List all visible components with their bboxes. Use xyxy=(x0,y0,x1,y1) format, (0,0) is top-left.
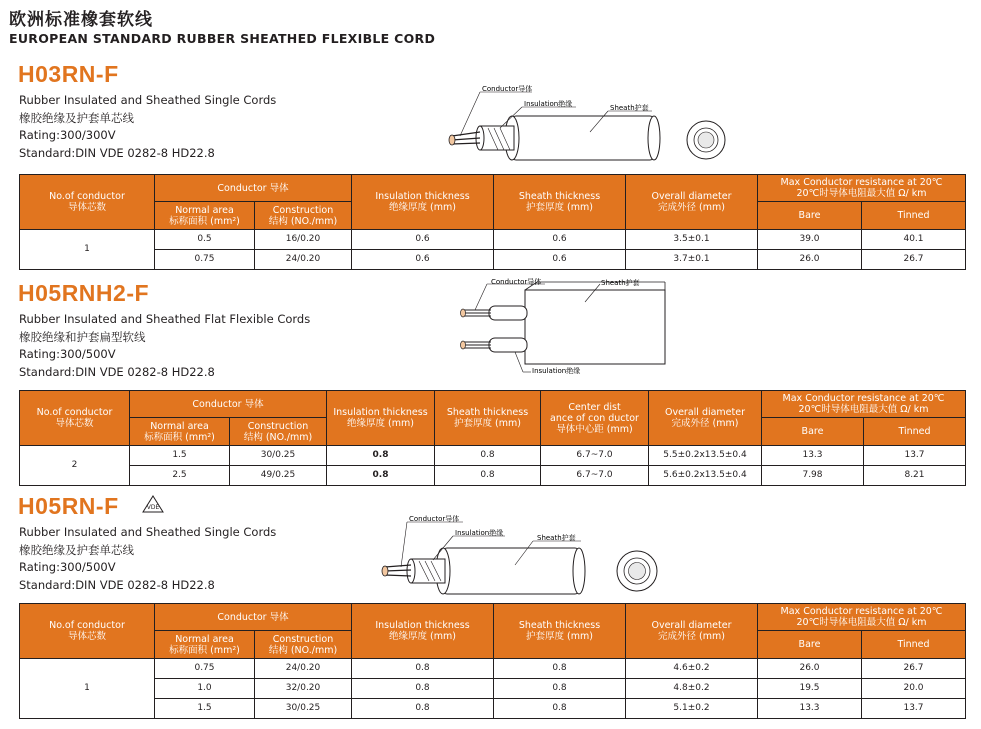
cell-insulation: 0.8 xyxy=(352,659,494,679)
header-bare: Bare xyxy=(762,418,864,446)
header-tinned: Tinned xyxy=(862,202,966,230)
header-conductor: Conductor 导体 xyxy=(155,175,352,202)
label-sheath: Sheath护套 xyxy=(601,279,640,287)
cell-bare: 13.3 xyxy=(762,446,864,466)
cell-bare: 26.0 xyxy=(758,659,862,679)
rating: Rating:300/500V xyxy=(19,560,116,574)
cell-diameter: 3.7±0.1 xyxy=(626,250,758,270)
header-sheath xyxy=(494,175,626,230)
cell-area: 0.5 xyxy=(155,230,255,250)
header-center-text: Center dist ance of con ductor 导体中心距 (mm) xyxy=(550,401,639,435)
cable-diagram-flat xyxy=(455,272,685,380)
cell-area: 1.5 xyxy=(130,446,230,466)
header-cores-text: No.of conductor 导体芯数 xyxy=(36,407,113,429)
cell-construction: 24/0.20 xyxy=(255,659,352,679)
description-cn: 橡胶绝缘及护套单芯线 xyxy=(19,542,134,557)
vde-certification-icon xyxy=(142,495,164,513)
cell-diameter: 4.8±0.2 xyxy=(626,679,758,699)
table-row xyxy=(20,699,966,719)
table-row xyxy=(20,446,966,466)
standard: Standard:DIN VDE 0282-8 HD22.8 xyxy=(19,577,215,592)
header-diameter xyxy=(626,604,758,659)
cell-diameter: 3.5±0.1 xyxy=(626,230,758,250)
rating: Rating:300/300V xyxy=(19,128,116,142)
label-conductor: Conductor导体 xyxy=(482,85,533,93)
header-insulation xyxy=(352,604,494,659)
cell-tinned: 8.21 xyxy=(864,466,966,486)
header-construction xyxy=(255,631,352,659)
standard: Standard:DIN VDE 0282-8 HD22.8 xyxy=(19,145,215,160)
cell-tinned: 40.1 xyxy=(862,230,966,250)
header-center-distance xyxy=(541,391,649,446)
header-resistance-text: Max Conductor resistance at 20℃ 20℃时导体电阻最大值 Ω/ km xyxy=(780,606,943,628)
description-cn: 橡胶绝缘及护套单芯线 xyxy=(19,110,134,125)
header-resistance-text: Max Conductor resistance at 20℃ 20℃时导体电阻最大值 Ω/ km xyxy=(782,393,945,415)
header-construction-text: Construction 结构 (NO./mm) xyxy=(268,204,338,227)
header-bare: Bare xyxy=(758,202,862,230)
header-construction xyxy=(255,202,352,230)
header-diameter-text: Overall diameter 完成外径 (mm) xyxy=(664,407,746,429)
header-construction-text: Construction 结构 (NO./mm) xyxy=(243,420,313,443)
header-resistance xyxy=(758,175,966,202)
header-insulation-text: Insulation thickness 绝缘厚度 (mm) xyxy=(333,407,428,429)
section-description xyxy=(19,311,310,381)
label-conductor: Conductor导体 xyxy=(409,515,460,523)
cell-sheath: 0.8 xyxy=(435,466,541,486)
cell-sheath: 0.8 xyxy=(494,699,626,719)
cell-area: 2.5 xyxy=(130,466,230,486)
page-title-en: EUROPEAN STANDARD RUBBER SHEATHED FLEXIBLE CORD xyxy=(9,31,436,46)
cell-diameter: 5.5±0.2x13.5±0.4 xyxy=(649,446,762,466)
header-conductor: Conductor 导体 xyxy=(130,391,327,418)
cell-insulation: 0.8 xyxy=(352,699,494,719)
cell-center-distance: 6.7~7.0 xyxy=(541,466,649,486)
cell-cores: 1 xyxy=(20,659,155,719)
header-conductor: Conductor 导体 xyxy=(155,604,352,631)
spec-table-h05rn-f xyxy=(19,603,966,719)
cell-area: 1.5 xyxy=(155,699,255,719)
header-resistance xyxy=(762,391,966,418)
header-sheath-text: Sheath thickness 护套厚度 (mm) xyxy=(518,620,601,642)
model-title-h05rnh2-f: H05RNH2-F xyxy=(18,280,150,306)
cell-insulation: 0.8 xyxy=(352,679,494,699)
cell-construction: 32/0.20 xyxy=(255,679,352,699)
description-en: Rubber Insulated and Sheathed Single Cords xyxy=(19,93,277,107)
header-area xyxy=(155,202,255,230)
cell-diameter: 4.6±0.2 xyxy=(626,659,758,679)
header-area-text: Normal area 标称面积 (mm²) xyxy=(144,420,215,443)
model-title-h03rn-f: H03RN-F xyxy=(18,61,119,87)
page-title-cn: 欧洲标准橡套软线 xyxy=(9,10,153,30)
label-insulation: Insulation绝缘 xyxy=(524,100,573,108)
header-diameter xyxy=(649,391,762,446)
section-description xyxy=(19,524,276,594)
header-insulation-text: Insulation thickness 绝缘厚度 (mm) xyxy=(375,620,470,642)
header-sheath xyxy=(435,391,541,446)
cell-center-distance: 6.7~7.0 xyxy=(541,446,649,466)
header-construction xyxy=(230,418,327,446)
header-construction-text: Construction 结构 (NO./mm) xyxy=(268,633,338,656)
label-sheath: Sheath护套 xyxy=(610,104,649,112)
section-description xyxy=(19,92,276,162)
cell-bare: 13.3 xyxy=(758,699,862,719)
table-row xyxy=(20,659,966,679)
model-title-h05rn-f: H05RN-F xyxy=(18,493,119,519)
header-cores-text: No.of conductor 导体芯数 xyxy=(49,191,125,213)
table-row xyxy=(20,250,966,270)
table-row xyxy=(20,466,966,486)
header-insulation xyxy=(352,175,494,230)
header-bare: Bare xyxy=(758,631,862,659)
cable-diagram-single xyxy=(375,510,675,600)
cell-area: 1.0 xyxy=(155,679,255,699)
cell-insulation: 0.8 xyxy=(327,466,435,486)
spec-table-h05rnh2-f xyxy=(19,390,966,486)
header-area xyxy=(130,418,230,446)
cell-bare: 7.98 xyxy=(762,466,864,486)
header-diameter xyxy=(626,175,758,230)
cell-tinned: 26.7 xyxy=(862,250,966,270)
cell-construction: 30/0.25 xyxy=(255,699,352,719)
cell-insulation: 0.8 xyxy=(327,446,435,466)
label-insulation: Insulation绝缘 xyxy=(532,367,581,375)
spec-table-h03rn-f xyxy=(19,174,966,270)
header-sheath xyxy=(494,604,626,659)
header-insulation xyxy=(327,391,435,446)
label-insulation: Insulation绝缘 xyxy=(455,529,504,537)
cell-cores: 1 xyxy=(20,230,155,270)
cell-bare: 39.0 xyxy=(758,230,862,250)
table-row xyxy=(20,230,966,250)
cell-tinned: 26.7 xyxy=(862,659,966,679)
cell-construction: 24/0.20 xyxy=(255,250,352,270)
cell-sheath: 0.6 xyxy=(494,250,626,270)
cell-sheath: 0.8 xyxy=(435,446,541,466)
rating: Rating:300/500V xyxy=(19,347,116,361)
header-area-text: Normal area 标称面积 (mm²) xyxy=(169,633,240,656)
header-cores-text: No.of conductor 导体芯数 xyxy=(49,620,125,642)
header-resistance xyxy=(758,604,966,631)
table-row xyxy=(20,679,966,699)
header-cores xyxy=(20,604,155,659)
label-sheath: Sheath护套 xyxy=(537,534,576,542)
cell-construction: 30/0.25 xyxy=(230,446,327,466)
header-diameter-text: Overall diameter 完成外径 (mm) xyxy=(651,620,732,642)
header-sheath-text: Sheath thickness 护套厚度 (mm) xyxy=(518,191,601,213)
header-resistance-text: Max Conductor resistance at 20℃ 20℃时导体电阻最大值 Ω/ km xyxy=(780,177,943,199)
header-tinned: Tinned xyxy=(862,631,966,659)
cell-area: 0.75 xyxy=(155,659,255,679)
header-area xyxy=(155,631,255,659)
description-en: Rubber Insulated and Sheathed Single Cords xyxy=(19,525,277,539)
cell-diameter: 5.1±0.2 xyxy=(626,699,758,719)
cell-construction: 16/0.20 xyxy=(255,230,352,250)
cell-tinned: 13.7 xyxy=(862,699,966,719)
cell-insulation: 0.6 xyxy=(352,230,494,250)
cell-construction: 49/0.25 xyxy=(230,466,327,486)
vde-badge-text: VDE xyxy=(146,504,160,511)
description-cn: 橡胶绝缘和护套扁型软线 xyxy=(19,329,146,344)
cell-bare: 26.0 xyxy=(758,250,862,270)
cell-tinned: 20.0 xyxy=(862,679,966,699)
cell-tinned: 13.7 xyxy=(864,446,966,466)
standard: Standard:DIN VDE 0282-8 HD22.8 xyxy=(19,364,215,379)
label-conductor: Conductor导体 xyxy=(491,278,542,286)
header-sheath-text: Sheath thickness 护套厚度 (mm) xyxy=(446,407,529,429)
cell-bare: 19.5 xyxy=(758,679,862,699)
description-en: Rubber Insulated and Sheathed Flat Flexible Cords xyxy=(19,312,311,326)
cell-insulation: 0.6 xyxy=(352,250,494,270)
cable-diagram-single xyxy=(440,80,760,170)
cell-area: 0.75 xyxy=(155,250,255,270)
header-insulation-text: Insulation thickness 绝缘厚度 (mm) xyxy=(375,191,470,213)
header-diameter-text: Overall diameter 完成外径 (mm) xyxy=(651,191,732,213)
cell-sheath: 0.8 xyxy=(494,659,626,679)
cell-sheath: 0.6 xyxy=(494,230,626,250)
header-area-text: Normal area 标称面积 (mm²) xyxy=(169,204,240,227)
header-tinned: Tinned xyxy=(864,418,966,446)
header-cores xyxy=(20,391,130,446)
cell-cores: 2 xyxy=(20,446,130,486)
cell-diameter: 5.6±0.2x13.5±0.4 xyxy=(649,466,762,486)
header-cores xyxy=(20,175,155,230)
cell-sheath: 0.8 xyxy=(494,679,626,699)
